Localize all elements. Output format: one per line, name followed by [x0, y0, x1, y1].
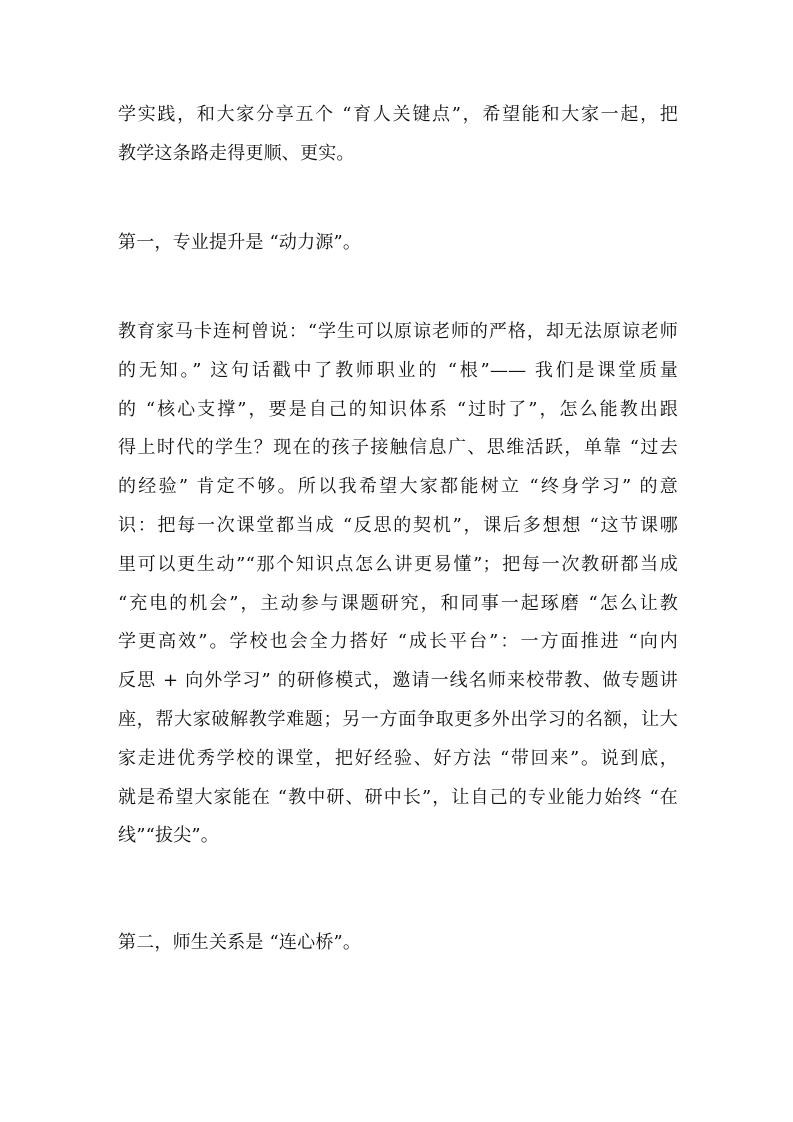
- text-line: 就是希望大家能在 “教中研、研中长”，让自己的专业能力始终 “在: [118, 786, 678, 808]
- text-line: 识：把每一次课堂都当成 “反思的契机”，课后多想想 “这节课哪: [118, 514, 678, 536]
- text-line: 的无知。” 这句话戳中了教师职业的 “根”—— 我们是课堂质量: [118, 359, 678, 381]
- text-line: 学实践，和大家分享五个 “育人关键点”，希望能和大家一起，把: [118, 104, 678, 125]
- heading-text: 第二，师生关系是 “连心桥”。: [118, 932, 362, 953]
- text-line: 反思 + 向外学习” 的研修模式，邀请一线名师来校带教、做专题讲: [118, 670, 678, 692]
- text-line: 得上时代的学生？现在的孩子接触信息广、思维活跃，单靠 “过去: [118, 437, 678, 459]
- text-line: 里可以更生动”“那个知识点怎么讲更易懂”；把每一次教研都当成: [118, 553, 678, 575]
- section-heading-2: [118, 924, 678, 963]
- section-heading-1: [118, 224, 678, 263]
- text-line: 教育家马卡连柯曾说：“学生可以原谅老师的严格，却无法原谅老师: [118, 321, 678, 342]
- intro-paragraph: [118, 96, 678, 174]
- heading-text: 第一，专业提升是 “动力源”。: [118, 232, 362, 253]
- text-line: 学更高效”。学校也会全力搭好 “成长平台”：一方面推进 “向内: [118, 631, 678, 653]
- text-line: 家走进优秀学校的课堂，把好经验、好方法 “带回来”。说到底，: [118, 747, 678, 769]
- text-line: 的经验” 肯定不够。所以我希望大家都能树立 “终身学习” 的意: [118, 476, 678, 498]
- text-line: 教学这条路走得更顺、更实。: [118, 142, 355, 164]
- text-line: 的 “核心支撑”，要是自己的知识体系 “过时了”，怎么能教出跟: [118, 398, 678, 420]
- text-line: 线”“拔尖”。: [118, 825, 220, 847]
- body-paragraph-1: [118, 313, 678, 856]
- text-line: 座，帮大家破解教学难题；另一方面争取更多外出学习的名额，让大: [118, 708, 678, 730]
- text-line: “充电的机会”，主动参与课题研究，和同事一起琢磨 “怎么让教: [118, 592, 678, 614]
